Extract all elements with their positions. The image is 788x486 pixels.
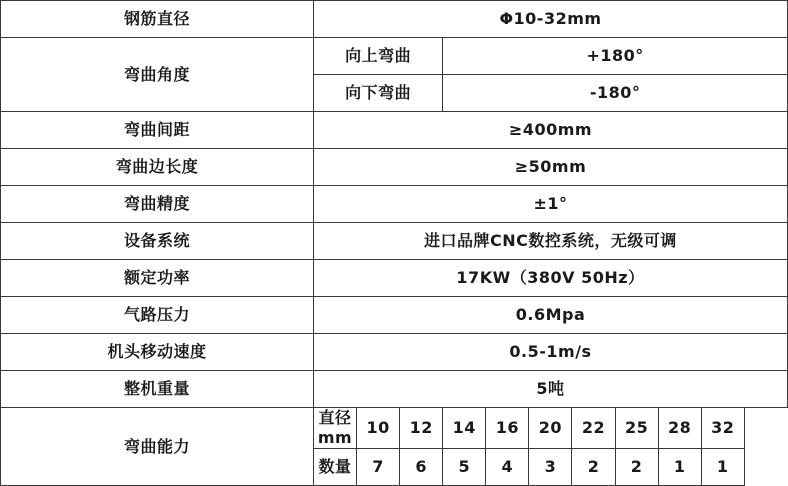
capacity-diameter-cell: 28 [658,408,701,449]
row-label: 机头移动速度 [1,334,314,371]
table-row [1,38,788,75]
row-label: 气路压力 [1,297,314,334]
table-row [1,223,788,260]
capacity-label: 弯曲能力 [1,408,314,486]
capacity-quantity-cell: 4 [486,449,529,486]
row-value: 0.6Mpa [314,297,788,334]
row-label: 弯曲精度 [1,186,314,223]
row-label: 弯曲边长度 [1,149,314,186]
capacity-quantity-cell: 2 [572,449,615,486]
row-value: Φ10-32mm [314,1,788,38]
row-value: ≥400mm [314,112,788,149]
row-value: +180° [443,38,788,75]
capacity-quantity-cell: 1 [658,449,701,486]
table-row [1,112,788,149]
capacity-diameter-cell: 12 [400,408,443,449]
capacity-diameter-cell: 20 [529,408,572,449]
capacity-diameter-cell: 16 [486,408,529,449]
table-row [1,297,788,334]
capacity-diameter-cell: 22 [572,408,615,449]
table-row [1,149,788,186]
capacity-quantity-cell: 3 [529,449,572,486]
capacity-diameter-cell: 14 [443,408,486,449]
capacity-diameter-cell: 25 [615,408,658,449]
row-value: ≥50mm [314,149,788,186]
row-label: 钢筋直径 [1,1,314,38]
table-row [1,1,788,38]
row-label: 弯曲间距 [1,112,314,149]
row-value: 5吨 [314,371,788,408]
row-label: 弯曲角度 [1,38,314,112]
table-row [1,260,788,297]
capacity-quantity-label: 数量 [314,449,357,486]
capacity-diameter-cell: 32 [701,408,744,449]
row-value: -180° [443,75,788,112]
capacity-quantity-cell: 7 [357,449,400,486]
capacity-row-diameter [1,408,788,449]
row-value: 0.5-1m/s [314,334,788,371]
row-value: 进口品牌CNC数控系统，无级可调 [314,223,788,260]
row-label: 设备系统 [1,223,314,260]
row-label: 额定功率 [1,260,314,297]
row-label: 整机重量 [1,371,314,408]
capacity-quantity-cell: 6 [400,449,443,486]
row-value: ±1° [314,186,788,223]
table-row [1,334,788,371]
table-row [1,186,788,223]
row-sub-label: 向下弯曲 [314,75,443,112]
row-sub-label: 向上弯曲 [314,38,443,75]
capacity-diameter-label: 直径 mm [314,408,357,449]
row-value: 17KW（380V 50Hz） [314,260,788,297]
capacity-quantity-cell: 2 [615,449,658,486]
capacity-quantity-cell: 5 [443,449,486,486]
table-row [1,371,788,408]
capacity-diameter-cell: 10 [357,408,400,449]
capacity-quantity-cell: 1 [701,449,744,486]
